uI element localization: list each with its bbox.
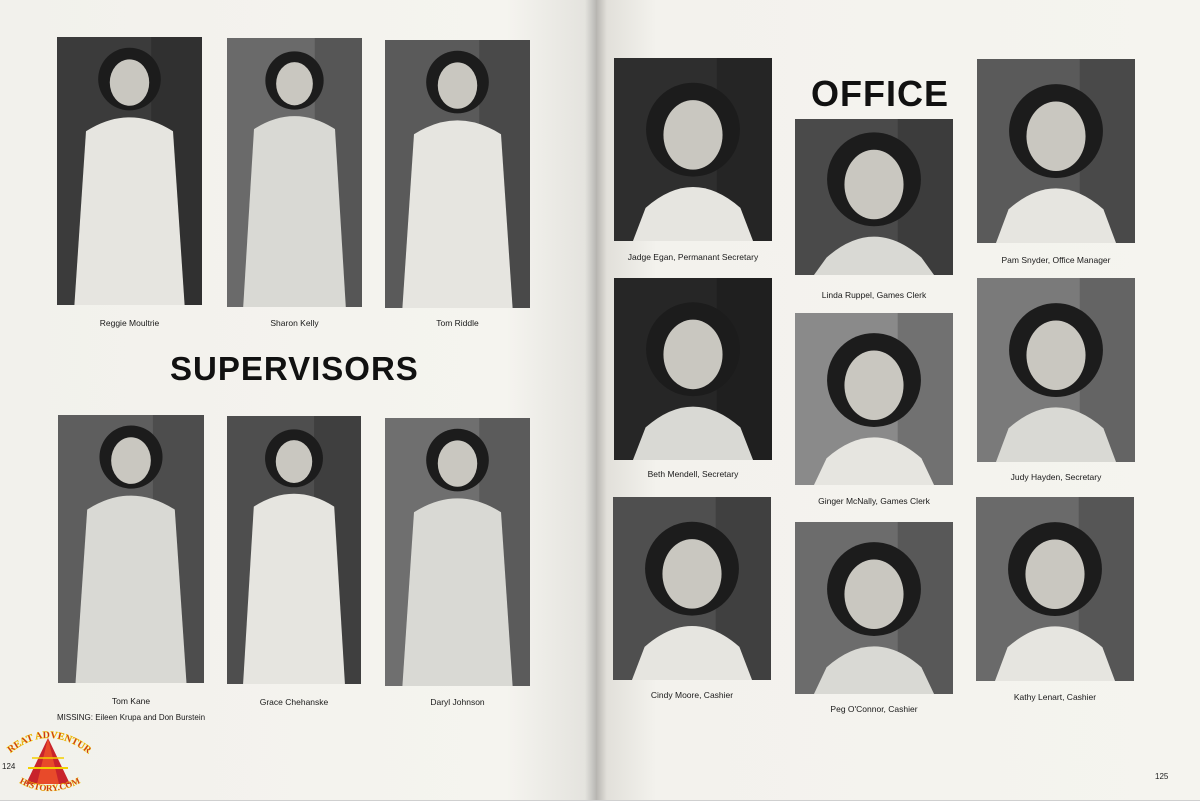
section-heading-office: OFFICE	[811, 73, 949, 114]
portrait-figure	[227, 38, 362, 307]
caption-jadge-egan: Jadge Egan, Permanant Secretary	[627, 252, 759, 262]
caption-ginger-mcnally: Ginger McNally, Games Clerk	[818, 496, 930, 506]
page-number-left: 124	[2, 762, 16, 771]
portrait-figure	[385, 40, 530, 308]
portrait-figure	[613, 497, 771, 680]
portrait-figure	[977, 59, 1135, 243]
photo-daryl-johnson	[385, 418, 530, 686]
caption-daryl-johnson: Daryl Johnson	[430, 697, 485, 707]
photo-tom-riddle	[385, 40, 530, 308]
portrait-figure	[57, 37, 202, 305]
caption-grace-chehanske: Grace Chehanske	[259, 697, 329, 707]
photo-grace-chehanske	[227, 416, 361, 684]
portrait-figure	[58, 415, 204, 683]
section-heading-supervisors: SUPERVISORS	[170, 350, 419, 387]
caption-sharon-kelly: Sharon Kelly	[270, 318, 319, 328]
missing-note: MISSING: Eileen Krupa and Don Burstein	[57, 713, 206, 722]
photo-linda-ruppel	[795, 119, 953, 275]
caption-cindy-moore: Cindy Moore, Cashier	[650, 690, 734, 700]
photo-ginger-mcnally	[795, 313, 953, 485]
caption-pam-snyder: Pam Snyder, Office Manager	[1001, 255, 1111, 265]
caption-peg-oconnor: Peg O'Connor, Cashier	[830, 704, 918, 714]
caption-tom-kane: Tom Kane	[111, 696, 151, 706]
photo-kathy-lenart	[976, 497, 1134, 681]
page-number-right: 125	[1155, 772, 1169, 781]
portrait-figure	[614, 278, 772, 460]
caption-linda-ruppel: Linda Ruppel, Games Clerk	[821, 290, 927, 300]
photo-sharon-kelly	[227, 38, 362, 307]
logo-text-bottom: HISTORY.COM	[18, 775, 82, 794]
photo-tom-kane	[58, 415, 204, 683]
photo-cindy-moore	[613, 497, 771, 680]
photo-jadge-egan	[614, 58, 772, 241]
photo-beth-mendell	[614, 278, 772, 460]
portrait-figure	[795, 119, 953, 275]
photo-reggie-moultrie	[57, 37, 202, 305]
photo-peg-oconnor	[795, 522, 953, 694]
great-adventure-logo	[4, 722, 92, 796]
logo-text-top: REAT ADVENTUR	[5, 729, 92, 757]
caption-judy-hayden: Judy Hayden, Secretary	[1010, 472, 1102, 482]
book-gutter	[585, 0, 607, 800]
portrait-figure	[227, 416, 361, 684]
caption-beth-mendell: Beth Mendell, Secretary	[647, 469, 739, 479]
photo-judy-hayden	[977, 278, 1135, 462]
portrait-figure	[977, 278, 1135, 462]
caption-kathy-lenart: Kathy Lenart, Cashier	[1013, 692, 1097, 702]
portrait-figure	[976, 497, 1134, 681]
portrait-figure	[795, 522, 953, 694]
portrait-figure	[385, 418, 530, 686]
caption-reggie-moultrie: Reggie Moultrie	[99, 318, 160, 328]
portrait-figure	[795, 313, 953, 485]
caption-tom-riddle: Tom Riddle	[436, 318, 479, 328]
portrait-figure	[614, 58, 772, 241]
photo-pam-snyder	[977, 59, 1135, 243]
